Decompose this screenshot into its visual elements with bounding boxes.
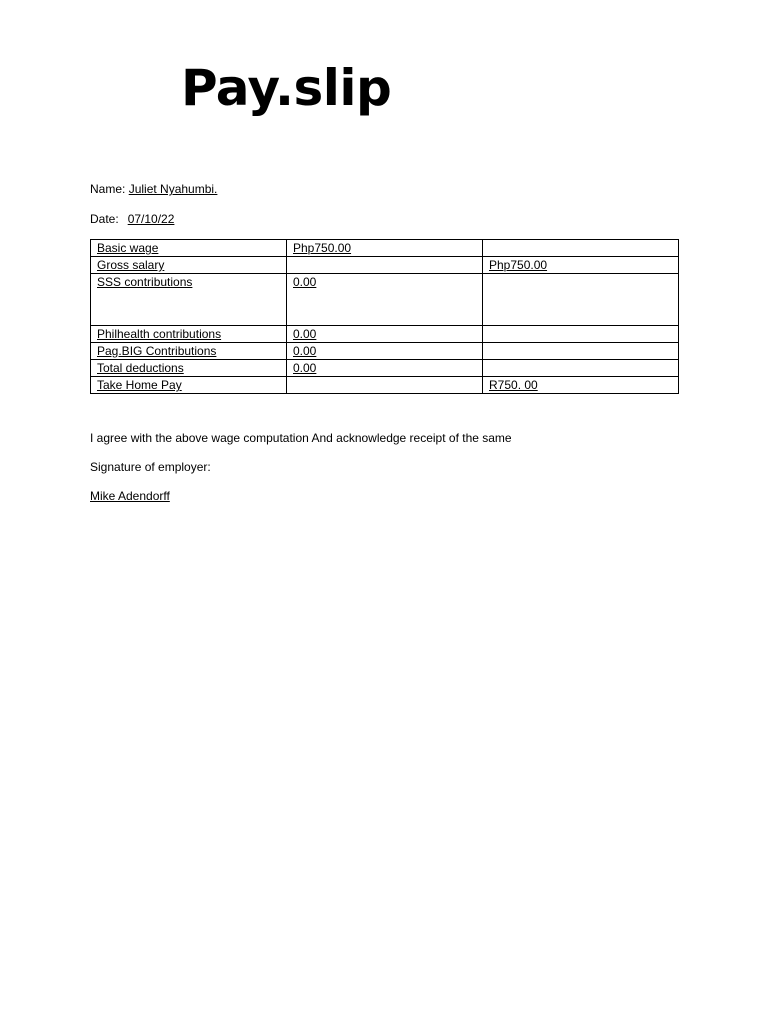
name-line: [90, 181, 217, 197]
name-label: Name:: [90, 182, 126, 196]
table-row: [91, 240, 679, 257]
row-total-cell: [483, 377, 679, 394]
table-row: [91, 257, 679, 274]
row-amount-cell: [287, 360, 483, 377]
row-amount: 0.00: [293, 275, 317, 289]
row-label-cell: [91, 240, 287, 257]
signer-name: Mike Adendorff: [90, 489, 170, 503]
pay-date: 07/10/22: [127, 212, 175, 226]
row-label: SSS contributions: [97, 275, 193, 289]
row-amount: 0.00: [293, 327, 317, 341]
row-label: Pag.BIG Contributions: [97, 344, 217, 358]
row-amount-cell: [287, 257, 483, 274]
row-amount-cell: [287, 343, 483, 360]
row-amount-cell: [287, 274, 483, 326]
signature-label: Signature of employer:: [90, 460, 211, 474]
row-label-cell: [91, 360, 287, 377]
row-amount: 0.00: [293, 344, 317, 358]
row-total: R750. 00: [489, 378, 538, 392]
wage-table: [90, 239, 679, 394]
table-row: [91, 377, 679, 394]
row-total-cell: [483, 257, 679, 274]
row-label: Basic wage: [97, 241, 159, 255]
row-total: Php750.00: [489, 258, 548, 272]
row-label: Take Home Pay: [97, 378, 182, 392]
row-amount: 0.00: [293, 361, 317, 375]
table-row: [91, 343, 679, 360]
table-row: [91, 274, 679, 326]
row-label-cell: [91, 343, 287, 360]
row-label-cell: [91, 274, 287, 326]
employee-name: Juliet Nyahumbi.: [128, 182, 218, 196]
row-label: Philhealth contributions: [97, 327, 222, 341]
row-label-cell: [91, 326, 287, 343]
row-amount-cell: [287, 377, 483, 394]
date-label: Date:: [90, 212, 119, 226]
row-total-cell: [483, 326, 679, 343]
row-amount-cell: [287, 326, 483, 343]
row-label: Total deductions: [97, 361, 184, 375]
row-label-cell: [91, 257, 287, 274]
page-title: Pay.slip: [181, 59, 392, 117]
row-total-cell: [483, 240, 679, 257]
agreement-text: I agree with the above wage computation And acknowledge receipt of the same: [90, 431, 512, 445]
date-line: [90, 211, 174, 227]
table-row: [91, 360, 679, 377]
row-label-cell: [91, 377, 287, 394]
row-label: Gross salary: [97, 258, 165, 272]
row-total-cell: [483, 343, 679, 360]
row-amount-cell: [287, 240, 483, 257]
table-row: [91, 326, 679, 343]
row-amount: Php750.00: [293, 241, 352, 255]
row-total-cell: [483, 274, 679, 326]
row-total-cell: [483, 360, 679, 377]
